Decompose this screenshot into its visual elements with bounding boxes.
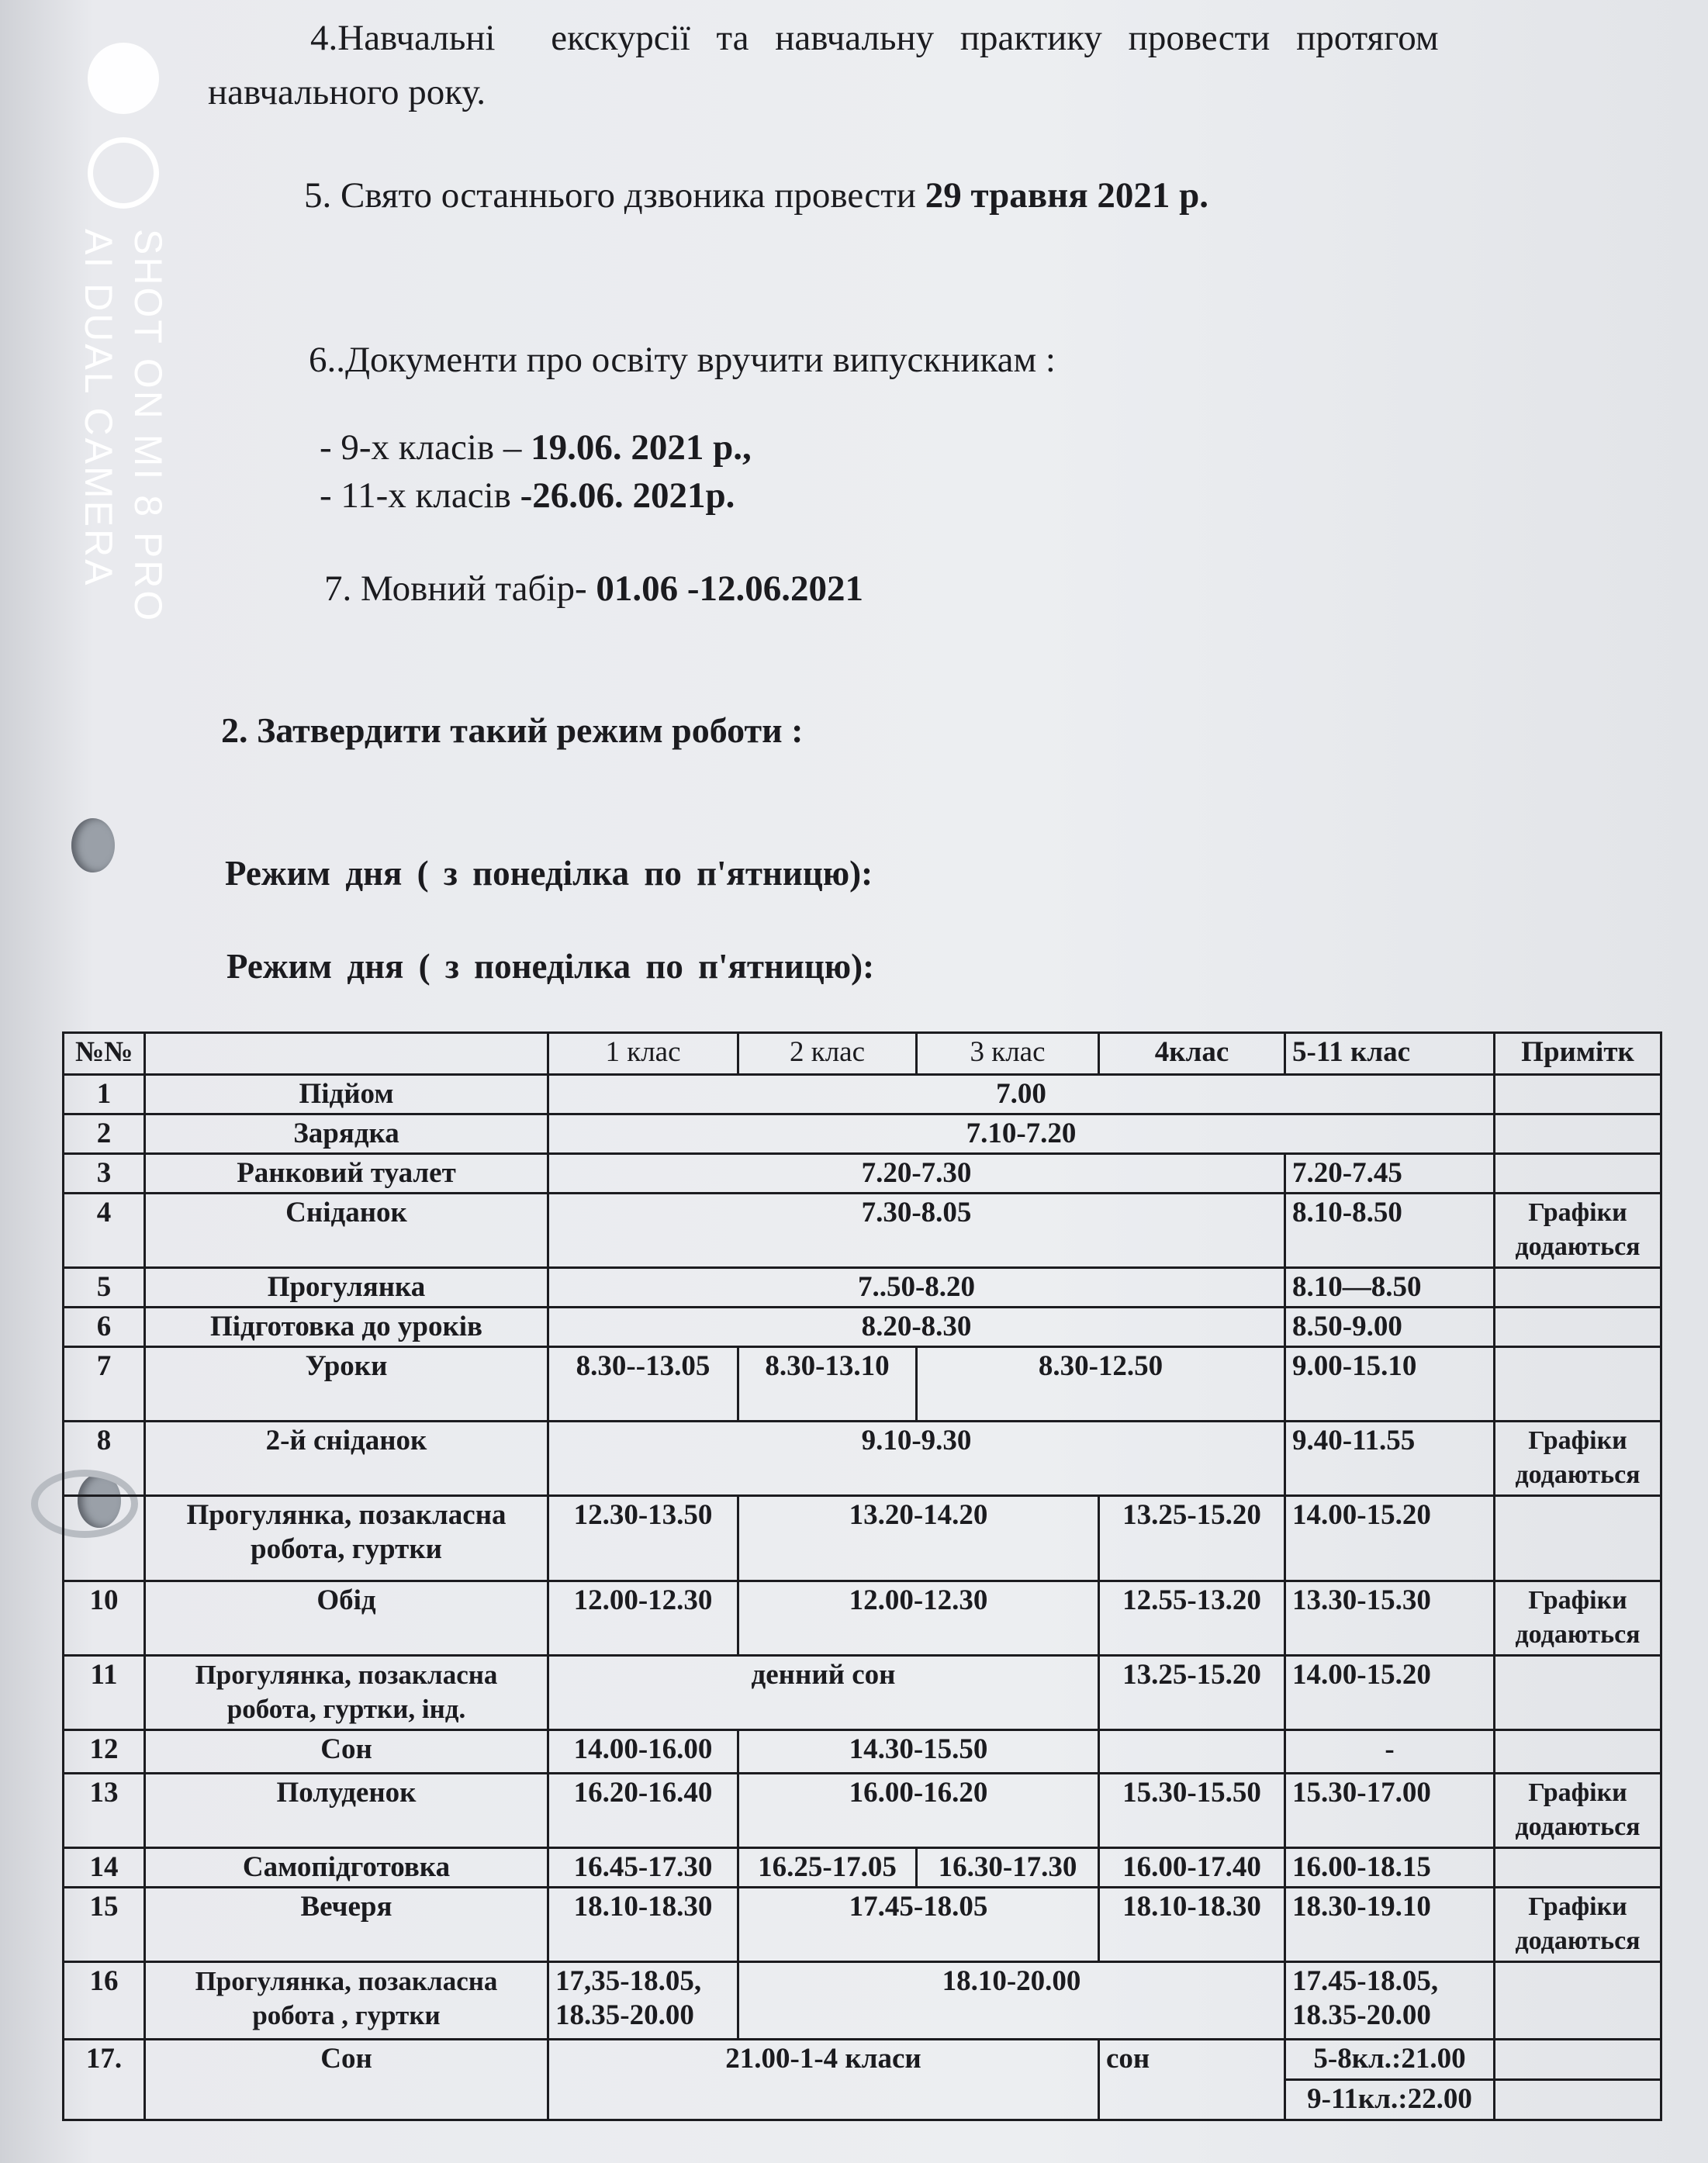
header-note: Примітк xyxy=(1495,1033,1661,1075)
time-classes-1-4: 7..50-8.20 xyxy=(548,1268,1285,1308)
table-row xyxy=(64,2040,1661,2080)
table-row xyxy=(64,1656,1661,1730)
time-class-4: 12.55-13.20 xyxy=(1099,1581,1285,1656)
table-row xyxy=(64,1268,1661,1308)
time-class-1: 17,35-18.05, 18.35-20.00 xyxy=(548,1962,738,2040)
time-class-1: 18.10-18.30 xyxy=(548,1888,738,1962)
activity-name: Прогулянка, позакласна робота , гуртки xyxy=(145,1962,548,2040)
time-classes-1-3: денний сон xyxy=(548,1656,1099,1730)
time-class-1: 16.45-17.30 xyxy=(548,1848,738,1888)
table-row xyxy=(64,1308,1661,1347)
time-class-2: 8.30-13.10 xyxy=(738,1347,917,1422)
note-cell: Графіки додаються xyxy=(1495,1581,1661,1656)
time-class-2: 16.25-17.05 xyxy=(738,1848,917,1888)
paragraph-4-line1: 4.Навчальні екскурсії та навчальну практику провести протягом xyxy=(310,18,1439,58)
time-classes-5-11: 16.00-18.15 xyxy=(1285,1848,1495,1888)
row-number: 6 xyxy=(64,1308,145,1347)
time-classes-2-4: 18.10-20.00 xyxy=(738,1962,1285,2040)
camera-watermark xyxy=(74,43,173,623)
note-cell xyxy=(1495,1962,1661,2040)
time-classes-5-11: 7.20-7.45 xyxy=(1285,1154,1495,1194)
table-row xyxy=(64,1347,1661,1422)
paragraph-6-item-2: - 11-х класів -26.06. 2021р. xyxy=(320,475,735,516)
table-row xyxy=(64,1496,1661,1581)
header-class-2: 2 клас xyxy=(738,1033,917,1075)
note-cell xyxy=(1495,2080,1661,2120)
time-classes-5-11: 15.30-17.00 xyxy=(1285,1774,1495,1848)
time-classes-2-3: 14.30-15.50 xyxy=(738,1730,1099,1774)
time-class-4: 15.30-15.50 xyxy=(1099,1774,1285,1848)
paragraph-6-item-1: - 9-х класів – 19.06. 2021 р., xyxy=(320,427,752,468)
paragraph-4-line2: навчального року. xyxy=(208,72,486,112)
table-row xyxy=(64,1194,1661,1268)
watermark-ring-icon xyxy=(88,137,159,209)
daily-schedule-table xyxy=(62,1031,1662,2121)
time-class-4: 16.00-17.40 xyxy=(1099,1848,1285,1888)
activity-name: Самопідготовка xyxy=(145,1848,548,1888)
header-class-1: 1 клас xyxy=(548,1033,738,1075)
row-number: 13 xyxy=(64,1774,145,1848)
regime-heading-1: Режим дня ( з понеділка по п'ятницю): xyxy=(225,854,873,893)
activity-name: 2-й сніданок xyxy=(145,1422,548,1496)
table-row xyxy=(64,1154,1661,1194)
row-number: 5 xyxy=(64,1268,145,1308)
time-classes-3-4: 8.30-12.50 xyxy=(917,1347,1285,1422)
time-class-4: 13.25-15.20 xyxy=(1099,1656,1285,1730)
row-number: 3 xyxy=(64,1154,145,1194)
time-classes-5-11: - xyxy=(1285,1730,1495,1774)
time-classes-2-3: 17.45-18.05 xyxy=(738,1888,1099,1962)
row-number: 7 xyxy=(64,1347,145,1422)
time-class-4: сон xyxy=(1099,2040,1285,2120)
table-header-row xyxy=(64,1033,1661,1075)
time-classes-5-11: 9.00-15.10 xyxy=(1285,1347,1495,1422)
time-classes-2-3: 12.00-12.30 xyxy=(738,1581,1099,1656)
time-classes-1-4: 8.20-8.30 xyxy=(548,1308,1285,1347)
watermark-dot-icon xyxy=(88,43,159,114)
regime-heading-2: Режим дня ( з понеділка по п'ятницю): xyxy=(226,947,875,986)
time-classes-5-11: 8.50-9.00 xyxy=(1285,1308,1495,1347)
note-cell xyxy=(1495,1848,1661,1888)
note-cell xyxy=(1495,2040,1661,2080)
activity-name: Прогулянка xyxy=(145,1268,548,1308)
header-class-4: 4клас xyxy=(1099,1033,1285,1075)
table-row xyxy=(64,1888,1661,1962)
time-classes-5-11: 14.00-15.20 xyxy=(1285,1496,1495,1581)
note-cell xyxy=(1495,1075,1661,1114)
time-class-1: 14.00-16.00 xyxy=(548,1730,738,1774)
note-cell: Графіки додаються xyxy=(1495,1888,1661,1962)
row-number xyxy=(64,1496,145,1581)
time-class-4: 13.25-15.20 xyxy=(1099,1496,1285,1581)
row-number: 17. xyxy=(64,2040,145,2120)
note-cell xyxy=(1495,1730,1661,1774)
activity-name: Підйом xyxy=(145,1075,548,1114)
table-row xyxy=(64,1848,1661,1888)
time-class-1: 12.00-12.30 xyxy=(548,1581,738,1656)
row-number: 10 xyxy=(64,1581,145,1656)
activity-name: Зарядка xyxy=(145,1114,548,1154)
row-number: 15 xyxy=(64,1888,145,1962)
table-row xyxy=(64,1114,1661,1154)
time-classes-2-3: 13.20-14.20 xyxy=(738,1496,1099,1581)
activity-name: Полуденок xyxy=(145,1774,548,1848)
watermark-text: SHOT ON MI 8 PRO AI DUAL CAMERA xyxy=(77,229,170,624)
activity-name: Сон xyxy=(145,2040,548,2120)
row-number: 4 xyxy=(64,1194,145,1268)
note-cell xyxy=(1495,1347,1661,1422)
time-class-1: 16.20-16.40 xyxy=(548,1774,738,1848)
time-classes-5-11: 17.45-18.05, 18.35-20.00 xyxy=(1285,1962,1495,2040)
row-number: 8 xyxy=(64,1422,145,1496)
paragraph-5: 5. Свято останнього дзвоника провести 29 травня 2021 р. xyxy=(304,175,1209,216)
row-number: 2 xyxy=(64,1114,145,1154)
time-class-4: 18.10-18.30 xyxy=(1099,1888,1285,1962)
activity-name: Уроки xyxy=(145,1347,548,1422)
table-row xyxy=(64,1422,1661,1496)
note-cell xyxy=(1495,1656,1661,1730)
row-number: 16 xyxy=(64,1962,145,2040)
time-class-1: 8.30--13.05 xyxy=(548,1347,738,1422)
activity-name: Сон xyxy=(145,1730,548,1774)
table-row xyxy=(64,1730,1661,1774)
row-number: 12 xyxy=(64,1730,145,1774)
time-classes-1-4: 7.20-7.30 xyxy=(548,1154,1285,1194)
note-cell: Графіки додаються xyxy=(1495,1422,1661,1496)
paragraph-7: 7. Мовний табір- 01.06 -12.06.2021 xyxy=(324,568,864,609)
note-cell: Графіки додаються xyxy=(1495,1774,1661,1848)
time-class-1: 12.30-13.50 xyxy=(548,1496,738,1581)
paragraph-6: 6..Документи про освіту вручити випускникам : xyxy=(309,340,1056,380)
activity-name: Прогулянка, позакласна робота, гуртки xyxy=(145,1496,548,1581)
time-classes-1-3: 21.00-1-4 класи xyxy=(548,2040,1099,2120)
time-classes-5-11: 8.10-8.50 xyxy=(1285,1194,1495,1268)
note-cell xyxy=(1495,1496,1661,1581)
binder-hole xyxy=(71,818,115,872)
activity-name: Прогулянка, позакласна робота, гуртки, інд. xyxy=(145,1656,548,1730)
time-classes-5-11: 14.00-15.20 xyxy=(1285,1656,1495,1730)
header-class-5-11: 5-11 клас xyxy=(1285,1033,1495,1075)
time-classes-1-4: 9.10-9.30 xyxy=(548,1422,1285,1496)
note-cell xyxy=(1495,1154,1661,1194)
activity-name: Ранковий туалет xyxy=(145,1154,548,1194)
time-all-classes: 7.00 xyxy=(548,1075,1495,1114)
header-class-3: 3 клас xyxy=(917,1033,1099,1075)
table-row xyxy=(64,1962,1661,2040)
note-cell xyxy=(1495,1114,1661,1154)
time-class-3: 16.30-17.30 xyxy=(917,1848,1099,1888)
time-classes-1-4: 7.30-8.05 xyxy=(548,1194,1285,1268)
time-classes-5-11: 18.30-19.10 xyxy=(1285,1888,1495,1962)
section-heading: 2. Затвердити такий режим роботи : xyxy=(221,710,804,750)
note-cell xyxy=(1495,1308,1661,1347)
time-classes-5-11: 9.40-11.55 xyxy=(1285,1422,1495,1496)
activity-name: Сніданок xyxy=(145,1194,548,1268)
row-number: 14 xyxy=(64,1848,145,1888)
activity-name: Вечеря xyxy=(145,1888,548,1962)
activity-name: Обід xyxy=(145,1581,548,1656)
table-row xyxy=(64,1581,1661,1656)
row-number: 11 xyxy=(64,1656,145,1730)
row-number: 1 xyxy=(64,1075,145,1114)
table-row xyxy=(64,1075,1661,1114)
time-classes-5-11: 13.30-15.30 xyxy=(1285,1581,1495,1656)
header-number: №№ xyxy=(64,1033,145,1075)
time-classes-5-8: 5-8кл.:21.00 xyxy=(1285,2040,1495,2080)
time-all-classes: 7.10-7.20 xyxy=(548,1114,1495,1154)
table-row xyxy=(64,1774,1661,1848)
time-class-4 xyxy=(1099,1730,1285,1774)
time-classes-5-11: 8.10—8.50 xyxy=(1285,1268,1495,1308)
header-activity xyxy=(145,1033,548,1075)
activity-name: Підготовка до уроків xyxy=(145,1308,548,1347)
time-classes-9-11: 9-11кл.:22.00 xyxy=(1285,2080,1495,2120)
note-cell xyxy=(1495,1268,1661,1308)
note-cell: Графіки додаються xyxy=(1495,1194,1661,1268)
time-classes-2-3: 16.00-16.20 xyxy=(738,1774,1099,1848)
